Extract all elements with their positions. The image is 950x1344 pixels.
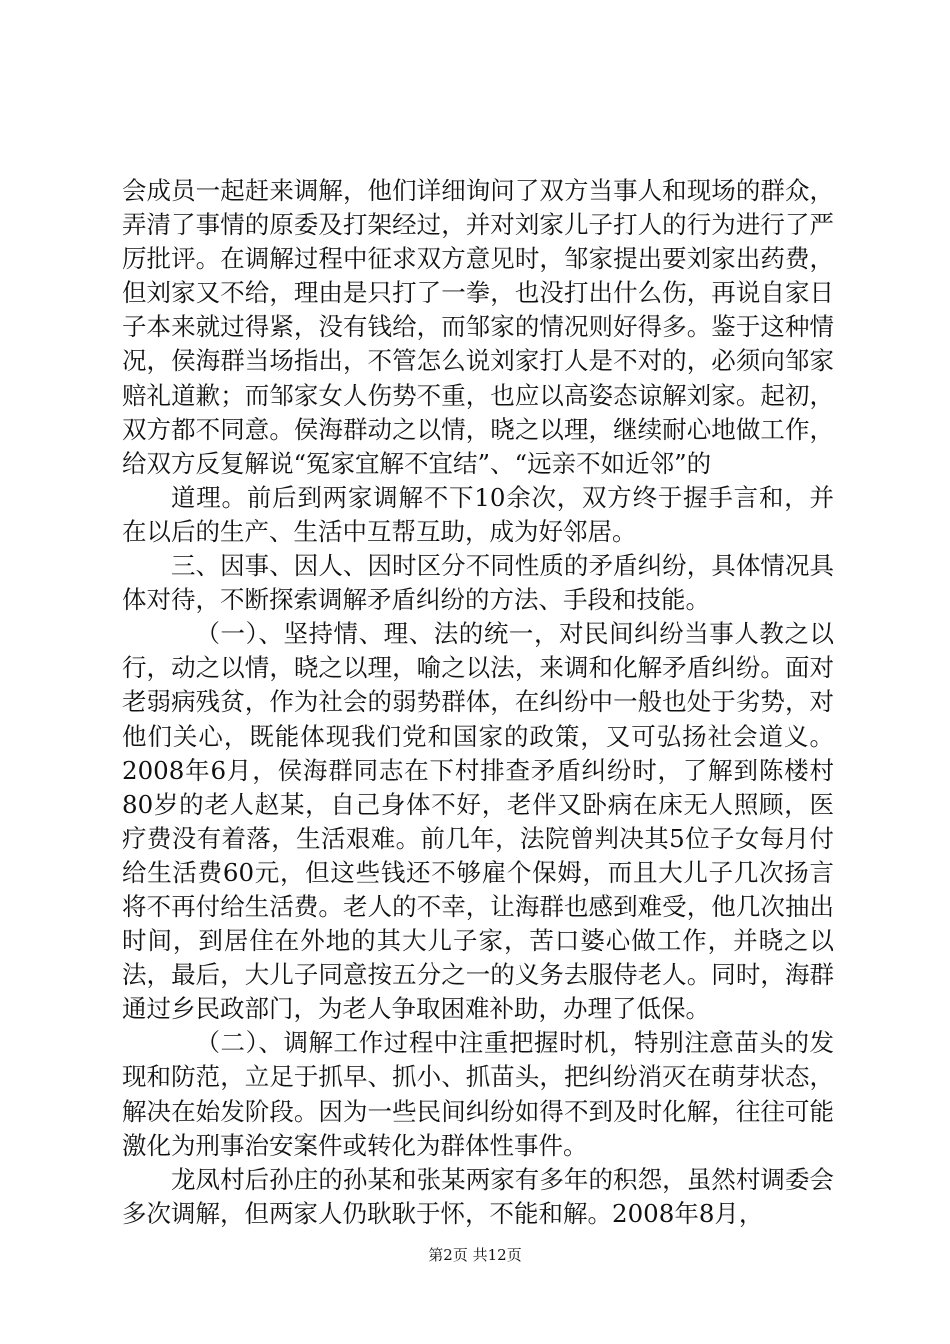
paragraph-5: （二）、调解工作过程中注重把握时机，特别注意苗头的发现和防范，立足于抓早、抓小、抓苗头，把纠纷消灭在萌芽状态，解决在始发阶段。因为一些民间纠纷如得不到及时化解，往往可能激化为刑事治安案件或转化为群体性事件。	[122, 1028, 834, 1160]
paragraph-2: 道理。前后到两家调解不下10余次，双方终于握手言和，并在以后的生产、生活中互帮互助，成为好邻居。	[122, 482, 834, 546]
paragraph-3: 三、因事、因人、因时区分不同性质的矛盾纠纷，具体情况具体对待，不断探索调解矛盾纠纷的方法、手段和技能。	[122, 551, 834, 615]
paragraph-6: 龙凤村后孙庄的孙某和张某两家有多年的积怨，虽然村调委会多次调解，但两家人仍耿耿于怀，不能和解。2008年8月，	[122, 1164, 834, 1228]
page-footer: 第2页 共12页	[428, 1246, 522, 1264]
paragraph-4: （一）、坚持情、理、法的统一，对民间纠纷当事人教之以行，动之以情，晓之以理，喻之以法，来调和化解矛盾纠纷。面对老弱病残贫，作为社会的弱势群体，在纠纷中一般也处于劣势，对他们关心，既能体现我们党和国家的政策，又可弘扬社会道义。2008年6月，侯海群同志在下村排查矛盾纠纷时，了解到陈楼村80岁的老人赵某，自己身体不好，老伴又卧病在床无人照顾，医疗费没有着落，生活艰难。前几年，法院曾判决其5位子女每月付给生活费60元，但这些钱还不够雇个保姆，而且大儿子几次扬言将不再付给生活费。老人的不幸，让海群也感到难受，他几次抽出时间，到居住在外地的其大儿子家，苦口婆心做工作，并晓之以法，最后，大儿子同意按五分之一的义务去服侍老人。同时，海群通过乡民政部门，为老人争取困难补助，办理了低保。	[122, 619, 834, 1024]
paragraph-1: 会成员一起赶来调解，他们详细询问了双方当事人和现场的群众，弄清了事情的原委及打架经过，并对刘家儿子打人的行为进行了严厉批评。在调解过程中征求双方意见时，邹家提出要刘家出药费，但刘家又不给，理由是只打了一拳，也没打出什么伤，再说自家日子本来就过得紧，没有钱给，而邹家的情况则好得多。鉴于这种情况，侯海群当场指出，不管怎么说刘家打人是不对的，必须向邹家赔礼道歉；而邹家女人伤势不重，也应以高姿态谅解刘家。起初，双方都不同意。侯海群动之以情，晓之以理，继续耐心地做工作，给双方反复解说“冤家宜解不宜结”、“远亲不如近邻”的	[122, 176, 834, 478]
document-body	[122, 174, 834, 1231]
